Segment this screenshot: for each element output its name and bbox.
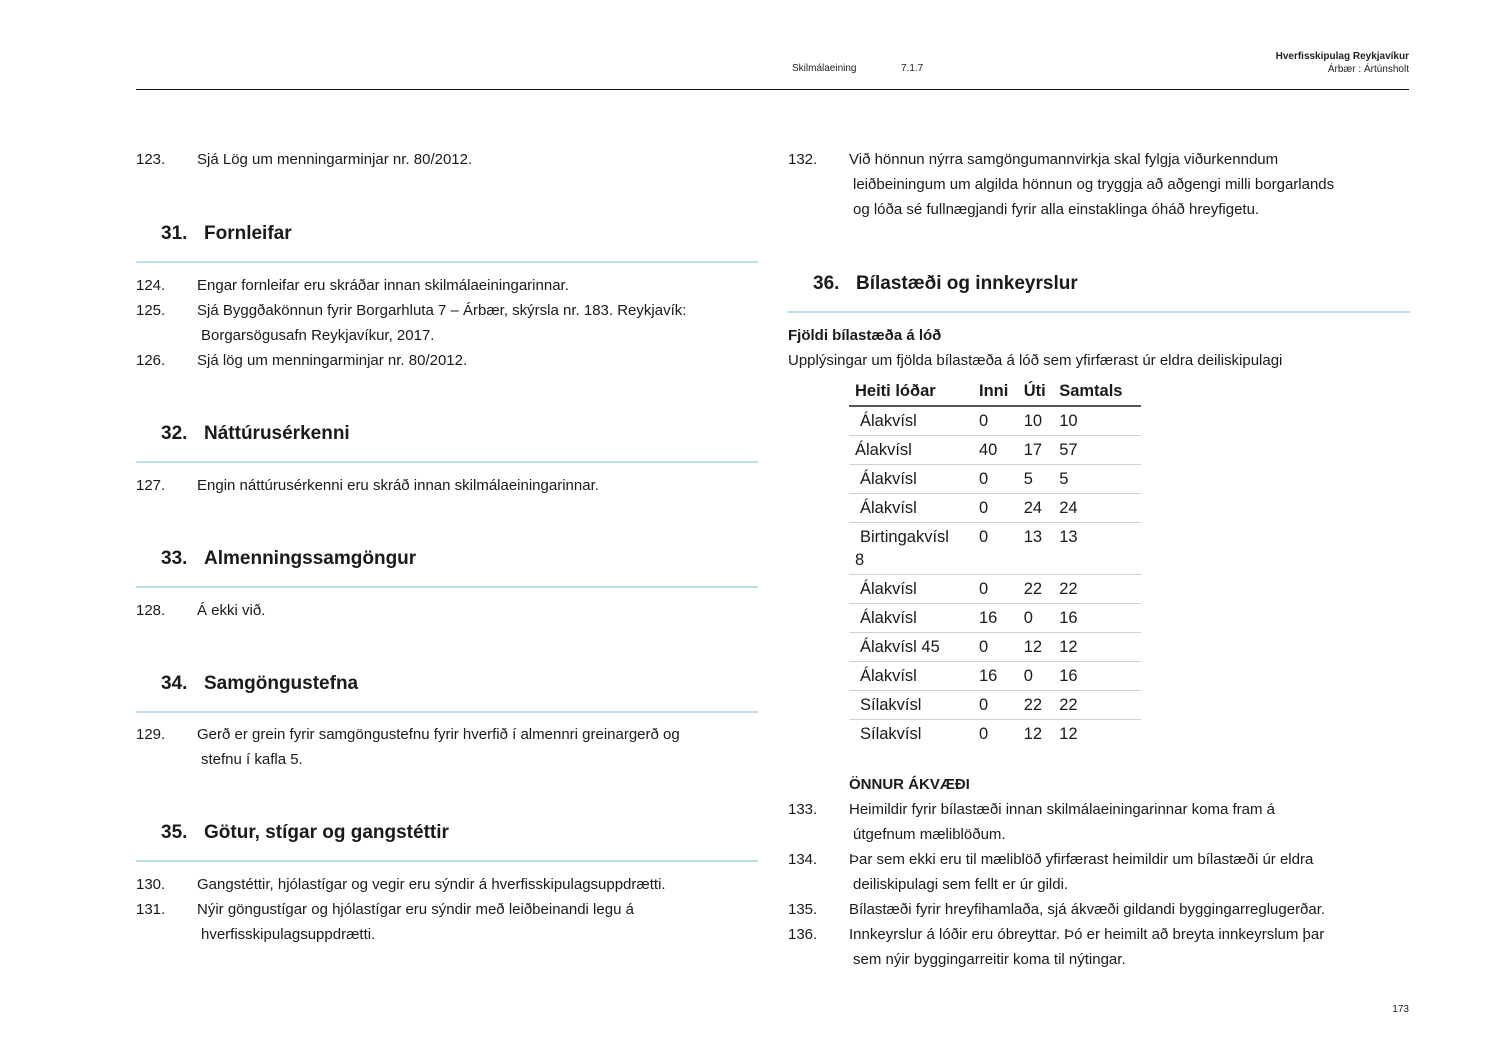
item-number: 123. — [136, 151, 166, 168]
table-row — [849, 523, 1141, 575]
cell-name: Álakvísl — [849, 662, 973, 691]
list-item: 133. Heimildir fyrir bílastæði innan skilmálaeiningarinnar koma fram á útgefnum mæliblöðum. — [788, 801, 1275, 843]
running-header-section-label: Skilmálaeining — [792, 63, 857, 74]
section-34 — [136, 672, 758, 696]
section-heading: 32. Náttúrusérkenni — [161, 423, 350, 444]
list-item: 124. Engar fornleifar eru skráðar innan skilmálaeiningarinnar. — [136, 277, 569, 294]
cell-uti: 12 — [1023, 725, 1043, 743]
list-item: 136. Innkeyrslur á lóðir eru óbreyttar. Þó er heimilt að breyta innkeyrslum þar sem nýir byggingarreitir koma til nýtingar. — [788, 926, 1325, 968]
cell-samtals: 5 — [1053, 465, 1141, 494]
cell-samtals: 13 — [1053, 523, 1141, 575]
column-header-inni: Inni — [973, 378, 1018, 406]
cell-samtals: 24 — [1053, 494, 1141, 523]
table-row — [849, 494, 1141, 523]
cell-uti: 5 — [1018, 465, 1053, 494]
list-item — [136, 147, 758, 172]
table-row — [849, 465, 1141, 494]
right-column — [788, 0, 1410, 1061]
document-subtitle: Árbær : Ártúnsholt — [1327, 64, 1409, 75]
cell-samtals: 22 — [1053, 575, 1141, 604]
cell-inni: 0 — [973, 633, 1018, 662]
list-item: 132. Við hönnun nýrra samgöngumannvirkja skal fylgja viðurkenndum leiðbeiningum um algilda hönnun og tryggja að aðgengi milli borgarlands og lóða sé fullnægjandi fyrir alla einstaklinga óháð hreyfigetu. — [788, 151, 1335, 218]
section-heading: 34. Samgöngustefna — [161, 673, 359, 694]
column-header-uti: Úti — [1018, 378, 1053, 406]
table-subheading: Fjöldi bílastæða á lóð — [788, 327, 942, 344]
cell-name: Álakvísl — [849, 436, 973, 465]
list-item: 128. Á ekki við. — [136, 602, 266, 619]
cell-uti: 24 — [1018, 494, 1053, 523]
cell-uti: 22 — [1018, 575, 1053, 604]
list-item: 126. Sjá lög um menningarminjar nr. 80/2012. — [136, 352, 468, 369]
cell-uti: 22 — [1018, 691, 1053, 720]
table-row — [849, 406, 1141, 436]
table-row — [849, 604, 1141, 633]
table-row — [849, 662, 1141, 691]
table-row — [849, 691, 1141, 720]
section-35 — [136, 821, 758, 845]
cell-samtals: 12 — [1059, 725, 1078, 743]
cell-inni: 16 — [973, 662, 1018, 691]
left-column — [136, 0, 758, 1061]
section-heading: 36. Bílastæði og innkeyrslur — [813, 273, 1078, 294]
table-row — [849, 720, 1141, 749]
cell-name: Birtingakvísl 8 — [849, 523, 973, 575]
section-rule — [788, 311, 1410, 313]
list-item: 127. Engin náttúrusérkenni eru skráð innan skilmálaeiningarinnar. — [136, 477, 599, 494]
section-heading: 35. Götur, stígar og gangstéttir — [161, 822, 449, 843]
cell-name: Álakvísl — [849, 494, 973, 523]
list-item: 130. Gangstéttir, hjólastígar og vegir eru sýndir á hverfisskipulagsuppdrætti. — [136, 876, 666, 893]
cell-name: Álakvísl — [849, 604, 973, 633]
cell-inni: 0 — [973, 494, 1018, 523]
table-row — [849, 575, 1141, 604]
section-rule — [136, 461, 758, 463]
cell-inni: 16 — [973, 604, 1018, 633]
cell-inni: 0 — [979, 725, 989, 743]
section-rule — [136, 860, 758, 862]
other-provisions-heading: ÖNNUR ÁKVÆÐI — [849, 776, 970, 793]
running-header-section-number: 7.1.7 — [901, 63, 924, 74]
section-31 — [136, 222, 758, 246]
list-item: 131. Nýir göngustígar og hjólastígar eru sýndir með leiðbeinandi legu á hverfisskipulagsuppdrætti. — [136, 901, 634, 943]
cell-inni: 40 — [973, 436, 1018, 465]
column-header-samtals: Samtals — [1053, 378, 1141, 406]
cell-samtals: 12 — [1053, 633, 1141, 662]
cell-name: Álakvísl — [849, 406, 973, 436]
cell-inni: 0 — [973, 575, 1018, 604]
list-item: 135. Bílastæði fyrir hreyfihamlaða, sjá ákvæði gildandi byggingarreglugerðar. — [788, 901, 1326, 918]
section-heading: 33. Almenningssamgöngur — [161, 548, 417, 569]
section-36 — [788, 272, 1410, 296]
list-item: 134. Þar sem ekki eru til mæliblöð yfirfærast heimildir um bílastæði úr eldra deiliskipulagi sem fellt er úr gildi. — [788, 851, 1314, 893]
cell-uti: 13 — [1018, 523, 1053, 575]
cell-uti: 10 — [1018, 406, 1053, 436]
cell-samtals: 22 — [1053, 691, 1141, 720]
cell-samtals: 10 — [1053, 406, 1141, 436]
list-item: 129. Gerð er grein fyrir samgöngustefnu fyrir hverfið í almennri greinargerð og stefnu í kafla 5. — [136, 726, 680, 768]
table-row — [849, 633, 1141, 662]
cell-name: Sílakvísl — [860, 725, 922, 743]
cell-inni: 0 — [973, 691, 1018, 720]
cell-uti: 12 — [1018, 633, 1053, 662]
page-number: 173 — [1392, 1004, 1409, 1015]
cell-uti: 0 — [1018, 604, 1053, 633]
list-item: 125. Sjá Byggðakönnun fyrir Borgarhluta 7 – Árbær, skýrsla nr. 183. Reykjavík: Borgarsögusafn Reykjavíkur, 2017. — [136, 302, 687, 344]
section-rule — [136, 586, 758, 588]
parking-table — [849, 378, 1141, 748]
cell-uti: 0 — [1018, 662, 1053, 691]
cell-uti: 17 — [1018, 436, 1053, 465]
document-title: Hverfisskipulag Reykjavíkur — [1275, 51, 1409, 62]
cell-inni: 0 — [973, 406, 1018, 436]
section-33 — [136, 547, 758, 571]
section-rule — [136, 711, 758, 713]
section-heading: 31. Fornleifar — [161, 223, 292, 244]
table-row — [849, 436, 1141, 465]
item-text: Sjá Lög um menningarminjar nr. 80/2012. — [197, 151, 473, 168]
cell-samtals: 57 — [1053, 436, 1141, 465]
cell-samtals: 16 — [1053, 662, 1141, 691]
table-description: Upplýsingar um fjölda bílastæða á lóð sem yfirfærast úr eldra deiliskipulagi — [788, 352, 1283, 369]
cell-name: Sílakvísl — [849, 691, 973, 720]
cell-inni: 0 — [973, 465, 1018, 494]
table-header-row — [849, 378, 1141, 406]
cell-samtals: 16 — [1053, 604, 1141, 633]
column-header-name: Heiti lóðar — [849, 378, 973, 406]
cell-name: Álakvísl 45 — [849, 633, 973, 662]
section-32 — [136, 422, 758, 446]
section-rule — [136, 261, 758, 263]
cell-name: Álakvísl — [849, 465, 973, 494]
cell-inni: 0 — [973, 523, 1018, 575]
cell-name: Álakvísl — [849, 575, 973, 604]
